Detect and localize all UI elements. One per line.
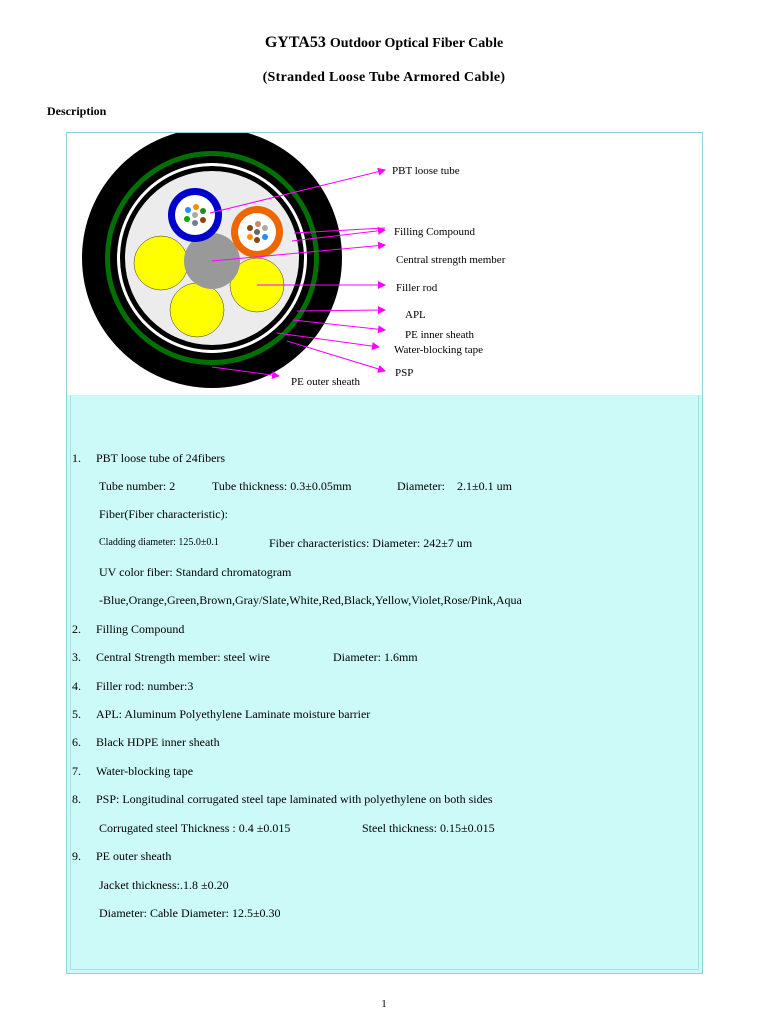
- spec-item-2: 2. Filling Compound: [72, 622, 185, 636]
- label-pbt-loose-tube: PBT loose tube: [392, 165, 460, 177]
- label-central-strength-member: Central strength member: [396, 254, 506, 266]
- spec-uv-color-fiber: UV color fiber: Standard chromatogram: [99, 565, 292, 579]
- label-apl: APL: [405, 309, 426, 321]
- description-box: [66, 132, 703, 974]
- spec-item-1: 1. PBT loose tube of 24fibers: [72, 451, 226, 465]
- spec-item-9: 9. PE outer sheath: [72, 849, 172, 863]
- label-psp: PSP: [395, 367, 414, 379]
- spec-jacket-thickness: Jacket thickness:.1.8 ±0.20: [99, 878, 229, 892]
- label-water-blocking-tape: Water-blocking tape: [394, 344, 483, 356]
- spec-csm-diameter: Diameter: 1.6mm: [333, 650, 418, 664]
- filler-rod-bottom: [170, 283, 224, 337]
- filler-rod-left: [134, 236, 188, 290]
- label-pe-inner-sheath: PE inner sheath: [405, 329, 475, 341]
- loose-tube-orange: [231, 206, 283, 258]
- spec-item-7: 7. Water-blocking tape: [72, 764, 194, 778]
- cable-cross-section-diagram: [67, 133, 702, 395]
- spec-corrugated-steel-thickness: Corrugated steel Thickness : 0.4 ±0.015: [99, 821, 291, 835]
- page-title: [0, 34, 768, 52]
- spec-item-3: 3. Central Strength member: steel wire: [72, 650, 270, 664]
- spec-tube-thickness: Tube thickness: 0.3±0.05mm: [212, 479, 352, 493]
- label-filler-rod: Filler rod: [396, 282, 438, 294]
- label-filling-compound: Filling Compound: [394, 226, 475, 238]
- spec-fiber: Fiber(Fiber characteristic):: [99, 507, 228, 521]
- spec-item-4: 4. Filler rod: number:3: [72, 679, 194, 693]
- spec-fiber-characteristics: Fiber characteristics: Diameter: 242±7 um: [269, 536, 473, 550]
- spec-item-8: 8. PSP: Longitudinal corrugated steel tape laminated with polyethylene on both sides: [72, 792, 493, 806]
- page-subtitle: (Stranded Loose Tube Armored Cable): [262, 70, 506, 85]
- diagram-area: [67, 133, 702, 395]
- loose-tube-blue: [168, 188, 222, 242]
- section-heading: Description: [47, 104, 107, 118]
- model-name: GYTA53: [264, 34, 326, 51]
- spec-tube-diameter: Diameter: 2.1±0.1 um: [397, 479, 512, 493]
- spec-fiber-colors: -Blue,Orange,Green,Brown,Gray/Slate,White,Red,Black,Yellow,Violet,Rose/Pink,Aqua: [99, 593, 522, 607]
- spec-item-6: 6. Black HDPE inner sheath: [72, 735, 220, 749]
- page-number: 1: [381, 998, 387, 1010]
- spec-tube-number: Tube number: 2: [99, 479, 176, 493]
- spec-cable-diameter: Diameter: Cable Diameter: 12.5±0.30: [99, 906, 281, 920]
- spec-steel-thickness: Steel thickness: 0.15±0.015: [362, 821, 495, 835]
- title-text: Outdoor Optical Fiber Cable: [329, 36, 504, 51]
- spec-cladding-diameter: Cladding diameter: 125.0±0.1: [99, 537, 219, 548]
- spec-item-5: 5. APL: Aluminum Polyethylene Laminate moisture barrier: [72, 707, 371, 721]
- label-pe-outer-sheath: PE outer sheath: [291, 376, 361, 388]
